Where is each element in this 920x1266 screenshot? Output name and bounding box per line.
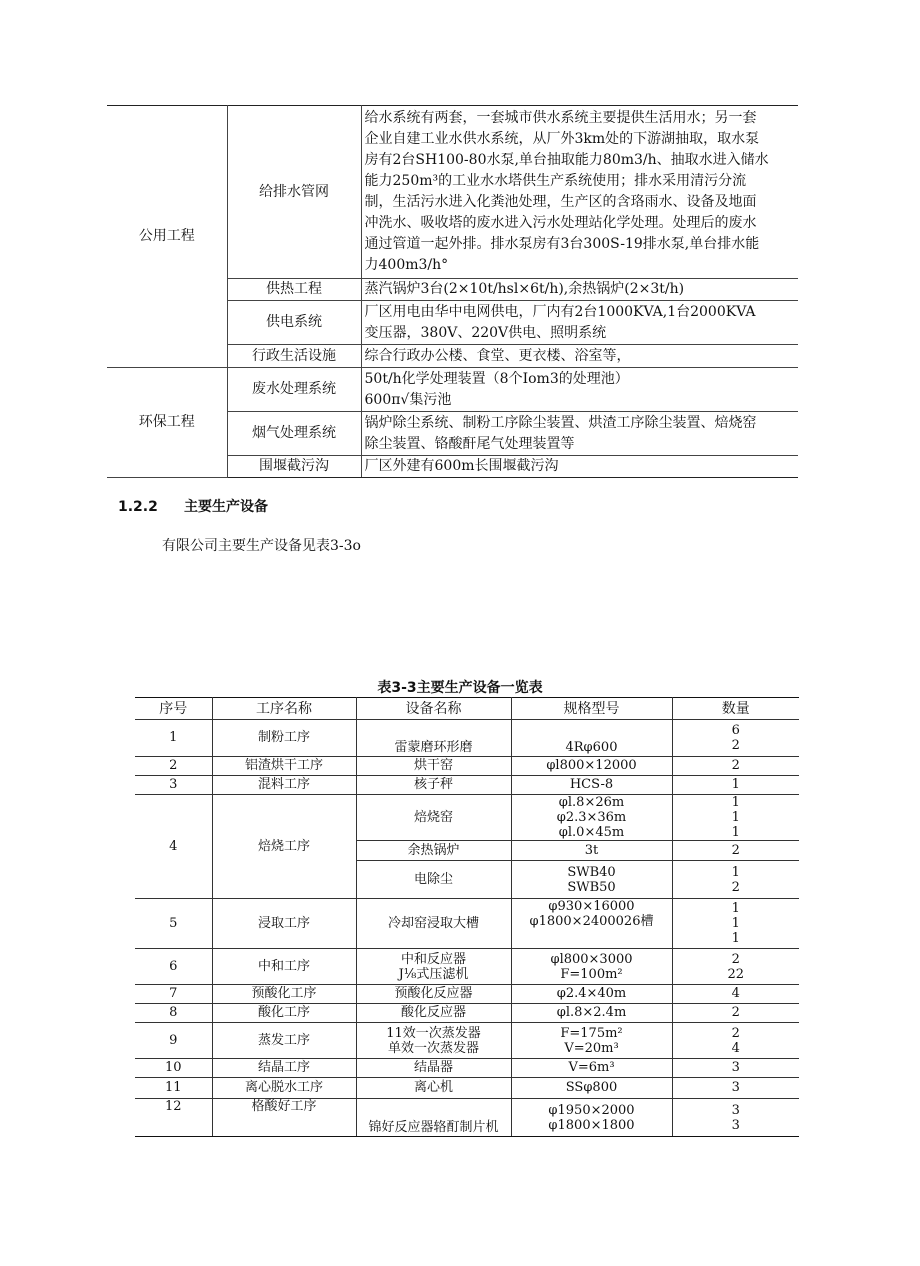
table-row: [135, 985, 799, 1004]
row-number: 1: [135, 720, 212, 757]
process-name: 酸化工序: [212, 1004, 356, 1023]
table-row: [135, 1059, 799, 1078]
section-heading: [118, 496, 268, 516]
header-cell: 规格型号: [511, 698, 672, 720]
spec: HCS-8: [511, 776, 672, 795]
spec: F=100m²: [560, 966, 623, 982]
process-name: 蒸发工序: [212, 1023, 356, 1059]
facility-name: 给排水管网: [227, 106, 361, 279]
table-row: [135, 757, 799, 776]
quantity: 1: [731, 825, 740, 840]
spec: φ1800×2400026槽: [529, 914, 654, 929]
device-name: 结晶器: [356, 1059, 511, 1078]
quantity: 1: [731, 931, 740, 946]
row-number: 2: [135, 757, 212, 776]
row-number: 5: [135, 899, 212, 949]
table-header-row: [135, 698, 799, 720]
quantity: 1: [731, 795, 740, 810]
device-name: 冷却窑浸取大槽: [356, 899, 511, 949]
section-number: 1.2.2: [118, 499, 158, 515]
process-name: 预酸化工序: [212, 985, 356, 1004]
process-name: 格酸好工序: [212, 1099, 356, 1137]
spec: SWB50: [567, 879, 616, 895]
row-number: 3: [135, 776, 212, 795]
device-name: 余热锅炉: [356, 841, 511, 861]
quantity: 2: [731, 738, 740, 753]
facility-desc: 锅炉除尘系统、制粉工序除尘装置、烘渣工序除尘装置、焙烧窑 除尘装置、铬酸酐尾气处理装置等: [361, 412, 798, 456]
row-number: 7: [135, 985, 212, 1004]
spec: 4Rφ600: [511, 720, 672, 757]
spec: V=6m³: [511, 1059, 672, 1078]
table-row: [135, 1099, 799, 1137]
facility-desc: 给水系统有两套，一套城市供水系统主要提供生活用水；另一套 企业自建工业水供水系统，从厂外3km处的下游湖抽取，取水泵 房有2台SH100-80水泵,单台抽取能力80m3/h、抽取水进入储水 能力250m³的工业水水塔供生产系统使用；排水采用清污分流 制，生活污水进入化粪池处理，生产区的含珞雨水、设备及地面 冲洗水、吸收塔的废水进入污水处理站化学处理。处理后的废水 通过管道一起外排。排水泵房有3台300S-19排水泵,单台排水能 力400m3/h°: [361, 106, 798, 279]
spec: φ930×16000: [548, 899, 635, 914]
spec: SWB40: [567, 864, 616, 880]
facility-name: 废水处理系统: [227, 368, 361, 412]
row-number: 8: [135, 1004, 212, 1023]
device-name: 单效一次蒸发器: [387, 1040, 479, 1056]
quantity: 22: [727, 966, 745, 982]
spec: 3t: [511, 841, 672, 861]
device-name: 核子秤: [356, 776, 511, 795]
facility-name: 供热工程: [227, 279, 361, 301]
intro-paragraph: 有限公司主要生产设备见表3-3o: [162, 538, 361, 554]
spec: φl.8×2.4m: [511, 1004, 672, 1023]
row-number: 4: [135, 795, 212, 899]
facilities-table: [107, 105, 798, 478]
device-name: 预酸化反应器: [356, 985, 511, 1004]
header-cell: 工序名称: [212, 698, 356, 720]
process-name: 铝渣烘干工序: [212, 757, 356, 776]
process-name: 浸取工序: [212, 899, 356, 949]
process-name: 结晶工序: [212, 1059, 356, 1078]
spec: φ1800×1800: [548, 1117, 635, 1133]
row-number: 10: [135, 1059, 212, 1078]
spec: V=20m³: [564, 1040, 619, 1056]
table-row: [135, 795, 799, 841]
quantity: 1: [731, 916, 740, 931]
table-row: [135, 1023, 799, 1059]
facility-desc: 厂区外建有600m长围堰截污沟: [361, 456, 798, 478]
quantity: 2: [731, 1025, 740, 1041]
facility-desc: 综合行政办公楼、食堂、更衣楼、浴室等，: [361, 345, 798, 368]
quantity: 2: [672, 757, 799, 776]
spec: F=175m²: [560, 1025, 623, 1041]
row-number: 9: [135, 1023, 212, 1059]
device-name: 电除尘: [356, 861, 511, 899]
facility-name: 行政生活设施: [227, 345, 361, 368]
quantity: 1: [731, 901, 740, 916]
spec: φ2.3×36m: [556, 810, 627, 825]
device-name: 离心机: [356, 1078, 511, 1099]
table-row: [135, 720, 799, 757]
header-cell: 数量: [672, 698, 799, 720]
table-row: [135, 949, 799, 985]
table-row: [135, 899, 799, 949]
spec: φ1950×2000: [548, 1102, 635, 1118]
quantity: 6: [731, 723, 740, 738]
facility-name: 围堰截污沟: [227, 456, 361, 478]
process-name: 混料工序: [212, 776, 356, 795]
quantity: 1: [672, 776, 799, 795]
table-row: [135, 1004, 799, 1023]
quantity: 3: [672, 1059, 799, 1078]
header-cell: 序号: [135, 698, 212, 720]
facility-desc: 厂区用电由华中电网供电，厂内有2台1000KVA,1台2000KVA 变压器，380V、220V供电、照明系统: [361, 301, 798, 345]
spec: SSφ800: [511, 1078, 672, 1099]
process-name: 离心脱水工序: [212, 1078, 356, 1099]
quantity: 2: [731, 879, 740, 895]
quantity: 3: [672, 1078, 799, 1099]
table-caption: 表3-3主要生产设备一览表: [377, 680, 543, 696]
header-cell: 设备名称: [356, 698, 511, 720]
device-name: J⅛式压滤机: [398, 966, 469, 982]
row-number: 12: [135, 1099, 212, 1137]
process-name: 焙烧工序: [212, 795, 356, 899]
device-name: 酸化反应器: [356, 1004, 511, 1023]
quantity: 3: [731, 1102, 740, 1118]
device-name: 11效一次蒸发器: [386, 1025, 481, 1041]
device-name: 中和反应器: [400, 951, 466, 967]
spec: φl.0×45m: [558, 825, 625, 840]
device-name: 锦好反应器辂酊制片机: [356, 1099, 511, 1137]
section-title: 主要生产设备: [184, 499, 268, 515]
quantity: 4: [731, 1040, 740, 1056]
facility-desc: 50t/h化学处理装置（8个Iom3的处理池） 600π√集污池: [361, 368, 798, 412]
table-row: [135, 776, 799, 795]
device-name: 雷蒙磨环形磨: [356, 720, 511, 757]
row-number: 11: [135, 1078, 212, 1099]
facility-name: 供电系统: [227, 301, 361, 345]
device-name: 焙烧窑: [356, 795, 511, 841]
row-number: 6: [135, 949, 212, 985]
facility-desc: 蒸汽锅炉3台(2×10t/hsl×6t/h),余热锅炉(2×3t/h): [361, 279, 798, 301]
quantity: 4: [672, 985, 799, 1004]
quantity: 3: [731, 1117, 740, 1133]
device-name: 烘干窑: [356, 757, 511, 776]
spec: φl800×3000: [550, 951, 633, 967]
process-name: 中和工序: [212, 949, 356, 985]
category-public-works: 公用工程: [107, 106, 227, 368]
quantity: 2: [672, 841, 799, 861]
facility-name: 烟气处理系统: [227, 412, 361, 456]
spec: φ2.4×40m: [511, 985, 672, 1004]
spec: φl.8×26m: [558, 795, 625, 810]
equipment-table: [135, 697, 799, 1137]
quantity: 2: [672, 1004, 799, 1023]
quantity: 2: [731, 951, 740, 967]
quantity: 1: [731, 810, 740, 825]
quantity: 1: [731, 864, 740, 880]
process-name: 制粉工序: [212, 720, 356, 757]
spec: φl800×12000: [511, 757, 672, 776]
table-row: [135, 1078, 799, 1099]
category-environmental-works: 环保工程: [107, 368, 227, 478]
